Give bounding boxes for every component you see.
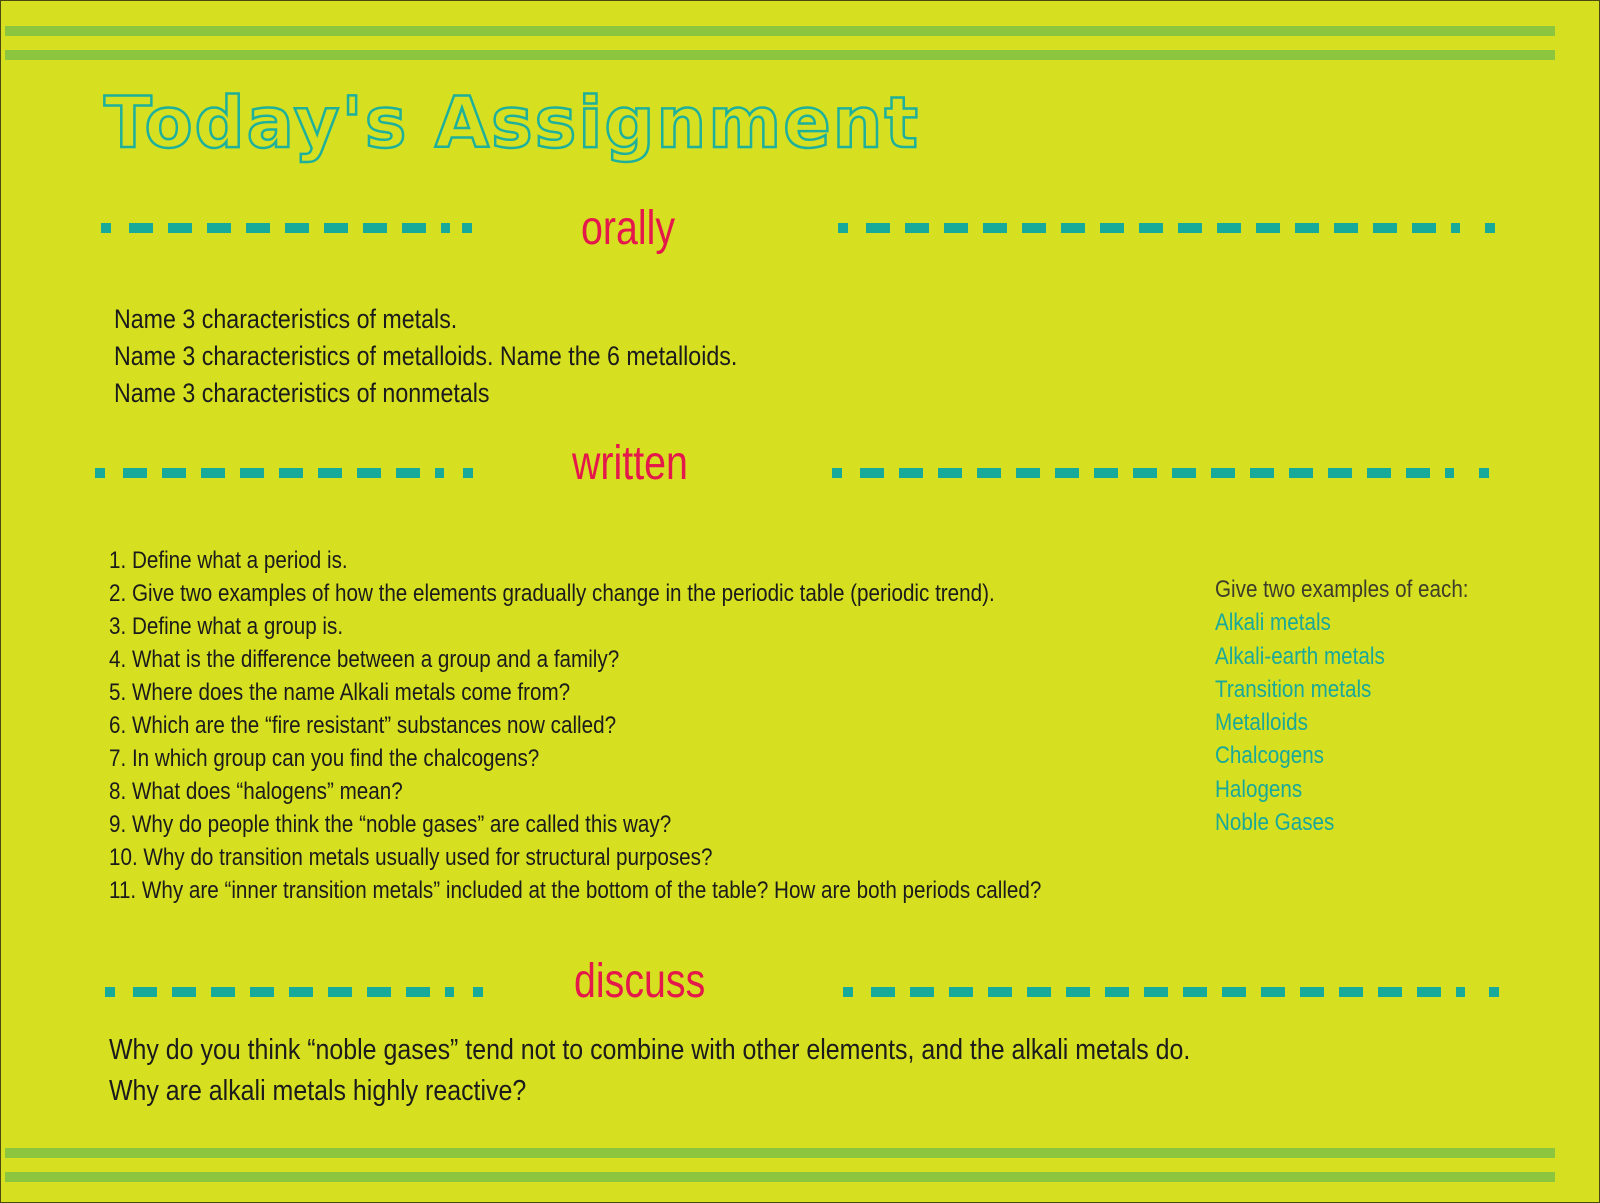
written-question: 7. In which group can you find the chalcogens?	[109, 745, 540, 772]
divider-dot	[1489, 987, 1499, 997]
divider-dashes-right	[866, 223, 1460, 233]
divider-dashes-left	[133, 987, 454, 997]
page-title: Today's Assignment	[104, 82, 920, 164]
section-heading-orally: orally	[581, 202, 676, 255]
divider-dot	[462, 223, 472, 233]
divider-dot	[838, 223, 848, 233]
bottom-stripe	[5, 1172, 1555, 1182]
divider-dashes-right	[871, 987, 1465, 997]
divider-dashes-left	[123, 468, 444, 478]
example-item: Halogens	[1215, 776, 1303, 803]
example-item: Chalcogens	[1215, 742, 1325, 769]
divider-dot	[95, 468, 105, 478]
divider-dashes-right	[860, 468, 1454, 478]
written-question: 5. Where does the name Alkali metals come from?	[109, 679, 571, 706]
bottom-stripe	[5, 1148, 1555, 1158]
divider-dot	[101, 223, 111, 233]
top-stripe	[5, 26, 1555, 36]
written-question: 6. Which are the “fire resistant” substances now called?	[109, 712, 617, 739]
divider-dot	[473, 987, 483, 997]
section-heading-discuss: discuss	[574, 955, 706, 1008]
example-item: Metalloids	[1215, 709, 1308, 736]
section-heading-written: written	[572, 437, 688, 490]
written-question: 10. Why do transition metals usually used for structural purposes?	[109, 844, 713, 871]
examples-heading: Give two examples of each:	[1215, 576, 1469, 603]
discuss-prompt: Why do you think “noble gases” tend not to combine with other elements, and the alkali metals do.	[109, 1034, 1191, 1066]
written-question: 2. Give two examples of how the elements gradually change in the periodic table (periodic trend).	[109, 580, 995, 607]
example-item: Alkali-earth metals	[1215, 643, 1385, 670]
divider-dot	[105, 987, 115, 997]
divider-dot	[1479, 468, 1489, 478]
top-stripe	[5, 50, 1555, 60]
divider-dot	[843, 987, 853, 997]
written-question: 4. What is the difference between a group and a family?	[109, 646, 620, 673]
example-item: Transition metals	[1215, 676, 1372, 703]
example-item: Noble Gases	[1215, 809, 1335, 836]
written-question: 1. Define what a period is.	[109, 547, 348, 574]
oral-task: Name 3 characteristics of nonmetals	[114, 378, 490, 408]
discuss-prompt: Why are alkali metals highly reactive?	[109, 1075, 527, 1107]
oral-task: Name 3 characteristics of metalloids. Name the 6 metalloids.	[114, 341, 738, 371]
divider-dot	[832, 468, 842, 478]
written-question: 8. What does “halogens” mean?	[109, 778, 403, 805]
divider-dot	[463, 468, 473, 478]
divider-dot	[1485, 223, 1495, 233]
divider-dashes-left	[129, 223, 450, 233]
written-question: 9. Why do people think the “noble gases” are called this way?	[109, 811, 672, 838]
written-question: 11. Why are “inner transition metals” included at the bottom of the table? How are both periods called?	[109, 877, 1042, 904]
example-item: Alkali metals	[1215, 609, 1331, 636]
written-question: 3. Define what a group is.	[109, 613, 344, 640]
oral-task: Name 3 characteristics of metals.	[114, 304, 458, 334]
